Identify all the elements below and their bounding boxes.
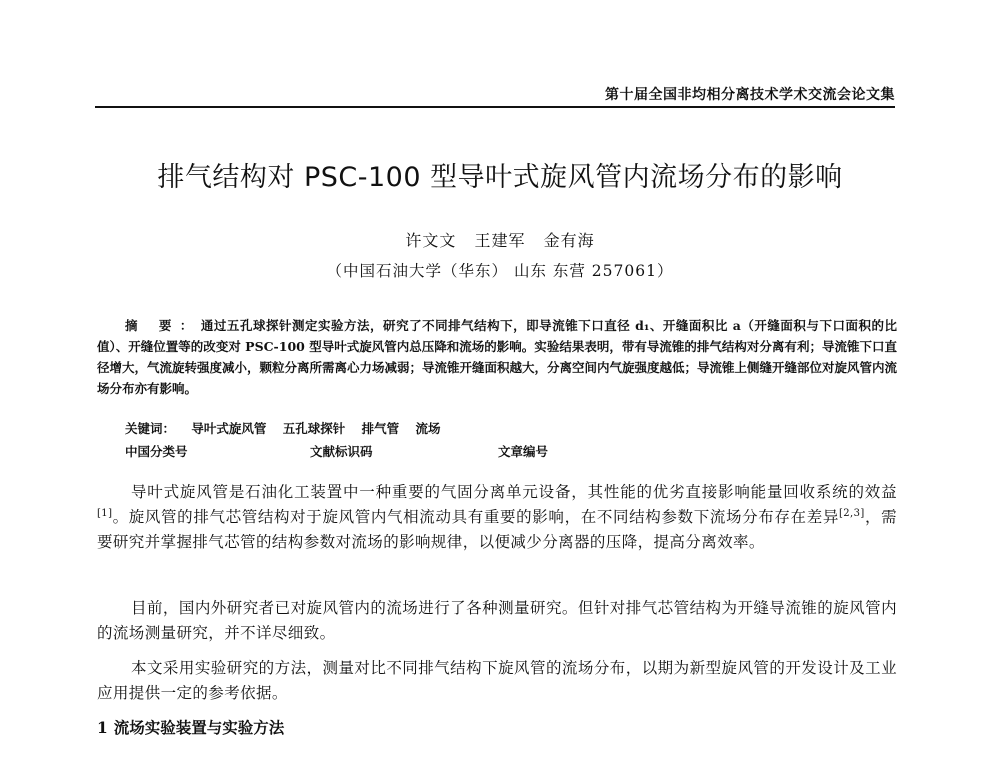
keyword: 五孔球探针 <box>282 421 346 436</box>
body-text: 导叶式旋风管是石油化工装置中一种重要的气固分离单元设备，其性能的优劣直接影响能量回收系统的效益 <box>131 483 897 501</box>
keyword: 流场 <box>415 421 441 436</box>
body-paragraph-1 <box>97 480 897 555</box>
body-paragraph-2: 目前，国内外研究者已对旋风管内的流场进行了各种测量研究。但针对排气芯管结构为开缝导流锥的旋风管内的流场测量研究，并不详尽细致。 <box>97 599 897 642</box>
article-number-label: 文章编号 <box>498 444 549 459</box>
body-text: 。旋风管的排气芯管结构对于旋风管内气相流动具有重要的影响，在不同结构参数下流场分布存在差异 <box>112 508 839 526</box>
author-name: 王建军 <box>474 231 526 250</box>
section-title: 流场实验装置与实验方法 <box>113 718 285 737</box>
document-code-label: 文献标识码 <box>310 444 373 459</box>
keywords <box>125 419 453 437</box>
header-rule <box>95 106 895 108</box>
author-list <box>0 228 1000 251</box>
keywords-label: 关键词： <box>125 421 176 436</box>
section-number: 1 <box>97 718 108 737</box>
keyword: 导叶式旋风管 <box>191 421 267 436</box>
affiliation: （中国石油大学（华东） 山东 东营 257061） <box>326 262 674 280</box>
running-header: 第十届全国非均相分离技术学术交流会论文集 <box>605 87 895 103</box>
abstract <box>97 315 897 399</box>
paper-title: 排气结构对 PSC-100 型导叶式旋风管内流场分布的影响 <box>157 162 843 193</box>
abstract-label: 摘 要： <box>125 318 201 333</box>
citation[interactable]: [2,3] <box>838 507 865 519</box>
body-text: ，需要研究并掌握排气芯管的结构参数对流场的影响规律，以便减少分离器的压降，提高分离效率。 <box>97 508 897 551</box>
abstract-text: 通过五孔球探针测定实验方法，研究了不同排气结构下，即导流锥下口直径 d₁、开缝面积比 a（开缝面积与下口面积的比值）、开缝位置等的改变对 PSC-100 型导叶式旋风管内总压降和流场的影响。实验结果表明，带有导流锥的排气结构对分离有利；导流锥下口直径增大，气流旋转强度减小，颗粒分离所需离心力场减弱；导流锥开缝面积越大，分离空间内气旋强度越低；导流锥上侧缝开缝部位对旋风管内流场分布亦有影响。 <box>97 318 898 396</box>
clc-label: 中国分类号 <box>125 444 188 459</box>
keyword: 排气管 <box>361 421 400 436</box>
author-name: 金有海 <box>543 231 595 250</box>
author-name: 许文文 <box>405 231 457 250</box>
citation[interactable]: [1] <box>97 507 113 519</box>
section-heading <box>97 716 290 738</box>
body-paragraph-3: 本文采用实验研究的方法，测量对比不同排气结构下旋风管的流场分布，以期为新型旋风管的开发设计及工业应用提供一定的参考依据。 <box>97 659 897 702</box>
